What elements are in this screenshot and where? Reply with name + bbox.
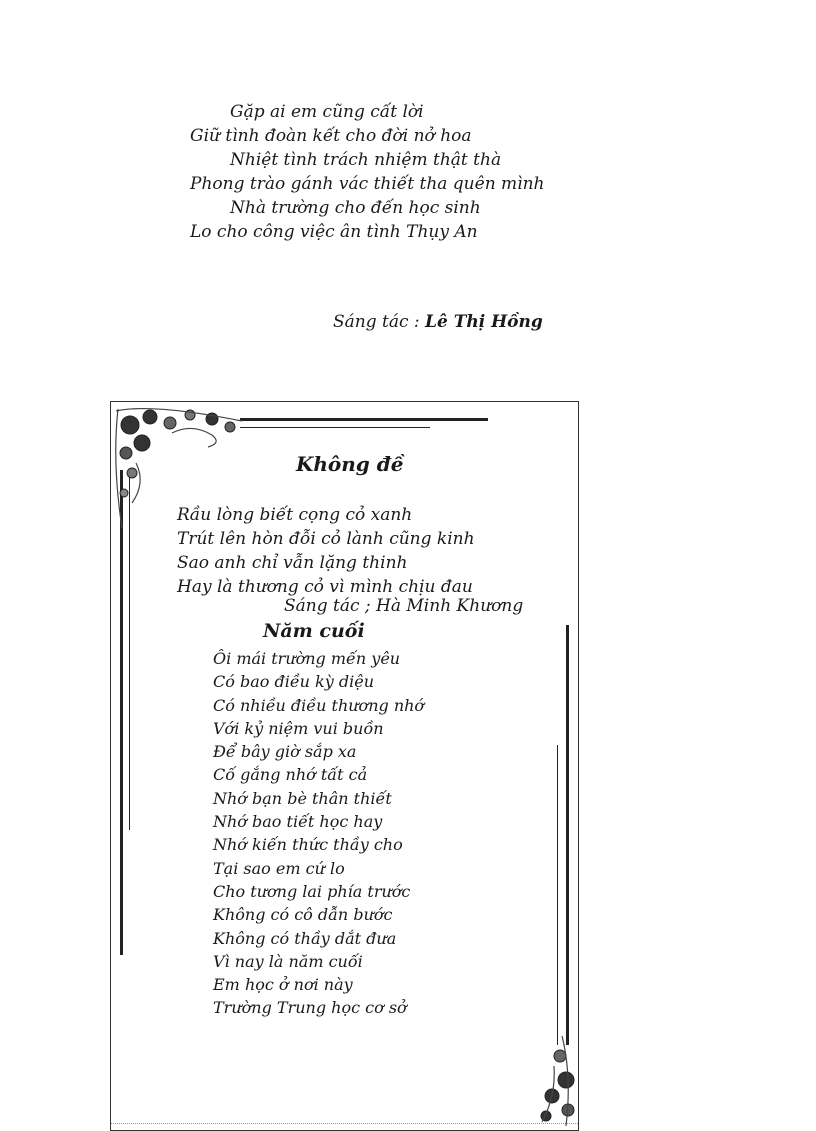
poem-line: Với kỷ niệm vui buồn — [213, 718, 384, 738]
poem-line: Ôi mái trường mến yêu — [213, 649, 401, 668]
frame-left-rule — [120, 470, 123, 955]
poem-1 — [190, 100, 545, 244]
poem-line: Vì nay là năm cuối — [213, 951, 363, 971]
poem-2-title: Không đề — [296, 452, 404, 476]
poem-line: Có nhiều điều thương nhớ — [213, 695, 425, 715]
poem-line: Em học ở nơi này — [213, 975, 353, 995]
poem-line: Hay là thương cỏ vì mình chịu đau — [177, 577, 473, 597]
poem-line: Không có cô dẫn bước — [213, 905, 393, 925]
poem-3-title: Năm cuối — [263, 620, 365, 642]
poem-line: Rầu lòng biết cọng cỏ xanh — [177, 505, 413, 525]
poem-line: Nhà trường cho đến học sinh — [230, 198, 481, 218]
frame-right-rule-thin — [557, 745, 558, 1045]
poem-line: Trút lên hòn đỗi cỏ lành cũng kinh — [177, 529, 475, 549]
poem-line: Nhớ kiến thức thầy cho — [213, 835, 403, 855]
poem-line: Không có thầy dắt đưa — [213, 928, 397, 948]
poem-line: Phong trào gánh vác thiết tha quên mình — [190, 174, 545, 194]
poem-2-author: Sáng tác ; Hà Minh Khương — [284, 596, 524, 616]
poem-line: Tại sao em cứ lo — [213, 858, 345, 878]
poem-line: Có bao điều kỳ diệu — [213, 672, 375, 692]
poem-line: Nhiệt tình trách nhiệm thật thà — [230, 150, 502, 170]
author-prefix: Sáng tác : — [333, 312, 420, 332]
poem-line: Giữ tình đoàn kết cho đời nở hoa — [190, 126, 472, 146]
poem-line: Trường Trung học cơ sở — [213, 998, 407, 1018]
floral-corner-icon — [532, 1036, 580, 1126]
poem-line: Cố gắng nhớ tất cả — [213, 765, 368, 785]
poem-3 — [213, 647, 424, 1020]
poem-line: Sao anh chỉ vẫn lặng thinh — [177, 553, 408, 573]
poem-line: Cho tương lai phía trước — [213, 881, 411, 901]
poem-1-author — [333, 312, 543, 332]
frame-top-rule — [240, 418, 488, 421]
author-name: Lê Thị Hồng — [425, 312, 543, 332]
poem-line: Để bây giờ sắp xa — [213, 742, 357, 762]
frame-dotted-border — [111, 1123, 578, 1124]
poem-line: Nhớ bạn bè thân thiết — [213, 788, 392, 808]
poem-line: Gặp ai em cũng cất lời — [230, 102, 424, 122]
poem-line: Nhớ bao tiết học hay — [213, 812, 383, 832]
frame-top-rule-thin — [240, 427, 430, 428]
poem-line: Lo cho công việc ân tình Thụy An — [190, 222, 478, 242]
frame-right-rule — [566, 625, 569, 1045]
poem-2 — [177, 503, 475, 599]
